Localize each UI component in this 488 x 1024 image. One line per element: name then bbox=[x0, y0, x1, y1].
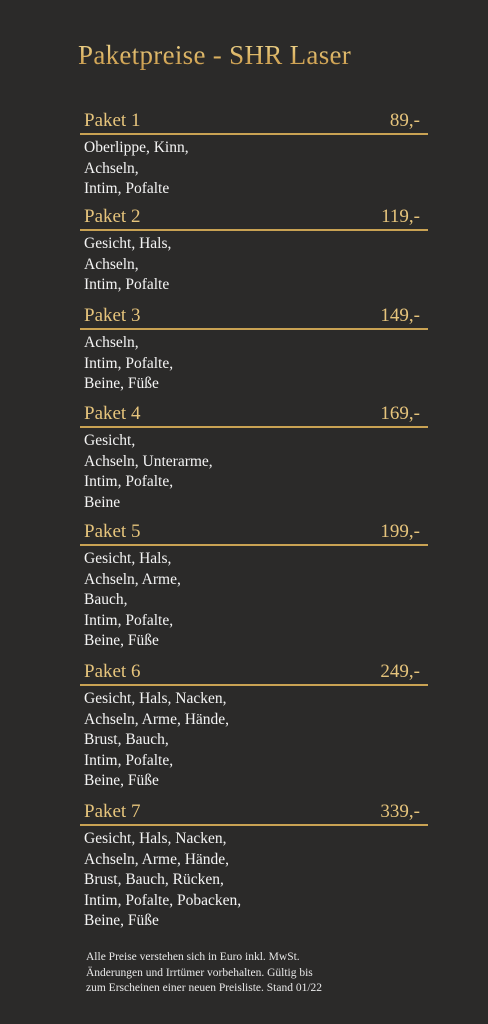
package-3 bbox=[80, 304, 428, 395]
package-areas bbox=[84, 333, 428, 395]
footer-line: Änderungen und Irrtümer vorbehalten. Gültig bis bbox=[86, 966, 313, 979]
footer-line: Alle Preise verstehen sich in Euro inkl. MwSt. bbox=[86, 951, 300, 963]
package-area-line: Intim, Pofalte, bbox=[84, 751, 174, 769]
package-area-line: Oberlippe, Kinn, bbox=[84, 139, 189, 156]
package-name: Paket 6 bbox=[84, 661, 141, 682]
package-area-line: Gesicht, bbox=[84, 432, 136, 449]
package-1 bbox=[80, 109, 428, 200]
package-area-line: Intim, Pofalte bbox=[84, 276, 170, 293]
package-area-line: Achseln, Arme, Hände, bbox=[84, 850, 230, 868]
package-areas bbox=[84, 431, 428, 513]
package-area-line: Gesicht, Hals, bbox=[84, 550, 172, 567]
package-name: Paket 2 bbox=[84, 206, 141, 227]
page-title: Paketpreise - SHR Laser bbox=[78, 40, 352, 70]
package-areas bbox=[84, 234, 428, 296]
package-price: 199,- bbox=[380, 521, 420, 542]
package-price: 249,- bbox=[380, 661, 420, 682]
package-price: 149,- bbox=[380, 305, 420, 326]
package-area-line: Gesicht, Hals, bbox=[84, 235, 172, 252]
package-area-line: Achseln, Arme, bbox=[84, 570, 181, 588]
package-name: Paket 5 bbox=[84, 521, 141, 542]
package-name: Paket 3 bbox=[84, 305, 141, 326]
package-header bbox=[80, 304, 428, 330]
package-5 bbox=[80, 520, 428, 652]
package-header bbox=[80, 520, 428, 546]
package-6 bbox=[80, 660, 428, 792]
package-areas bbox=[84, 689, 428, 792]
package-area-line: Achseln, bbox=[84, 334, 139, 351]
footer-line: zum Erscheinen einer neuen Preisliste. Stand 01/22 bbox=[86, 982, 323, 994]
package-areas bbox=[84, 549, 428, 652]
package-7 bbox=[80, 800, 428, 932]
package-price: 339,- bbox=[380, 801, 420, 822]
package-area-line: Bauch, bbox=[84, 591, 128, 608]
package-area-line: Achseln, Unterarme, bbox=[84, 452, 213, 470]
package-areas bbox=[84, 138, 428, 200]
package-price: 119,- bbox=[381, 206, 420, 227]
package-price: 169,- bbox=[380, 403, 420, 424]
package-area-line: Achseln, bbox=[84, 255, 139, 273]
package-area-line: Gesicht, Hals, Nacken, bbox=[84, 690, 227, 707]
package-area-line: Beine, Füße bbox=[84, 772, 159, 789]
package-area-line: Achseln, Arme, Hände, bbox=[84, 710, 230, 728]
package-area-line: Intim, Pofalte, bbox=[84, 473, 174, 490]
package-area-line: Beine, Füße bbox=[84, 375, 159, 392]
package-area-line: Achseln, bbox=[84, 159, 139, 177]
package-area-line: Intim, Pofalte, bbox=[84, 354, 174, 372]
package-area-line: Brust, Bauch, bbox=[84, 731, 169, 748]
package-name: Paket 7 bbox=[84, 801, 141, 822]
package-2 bbox=[80, 205, 428, 296]
package-area-line: Gesicht, Hals, Nacken, bbox=[84, 830, 227, 847]
package-area-line: Beine, Füße bbox=[84, 632, 159, 649]
package-name: Paket 4 bbox=[84, 403, 141, 424]
package-area-line: Intim, Pofalte, Pobacken, bbox=[84, 891, 242, 909]
package-header bbox=[80, 800, 428, 826]
package-header bbox=[80, 205, 428, 231]
package-4 bbox=[80, 402, 428, 513]
package-name: Paket 1 bbox=[84, 110, 141, 131]
package-header bbox=[80, 402, 428, 428]
package-price: 89,- bbox=[389, 110, 420, 131]
package-area-line: Intim, Pofalte, bbox=[84, 611, 174, 629]
package-area-line: Beine, Füße bbox=[84, 912, 159, 929]
package-area-line: Intim, Pofalte bbox=[84, 180, 170, 197]
package-header bbox=[80, 109, 428, 135]
package-areas bbox=[84, 829, 428, 932]
package-header bbox=[80, 660, 428, 686]
footer-note bbox=[86, 950, 416, 997]
package-area-line: Beine bbox=[84, 493, 121, 511]
package-area-line: Brust, Bauch, Rücken, bbox=[84, 871, 224, 888]
